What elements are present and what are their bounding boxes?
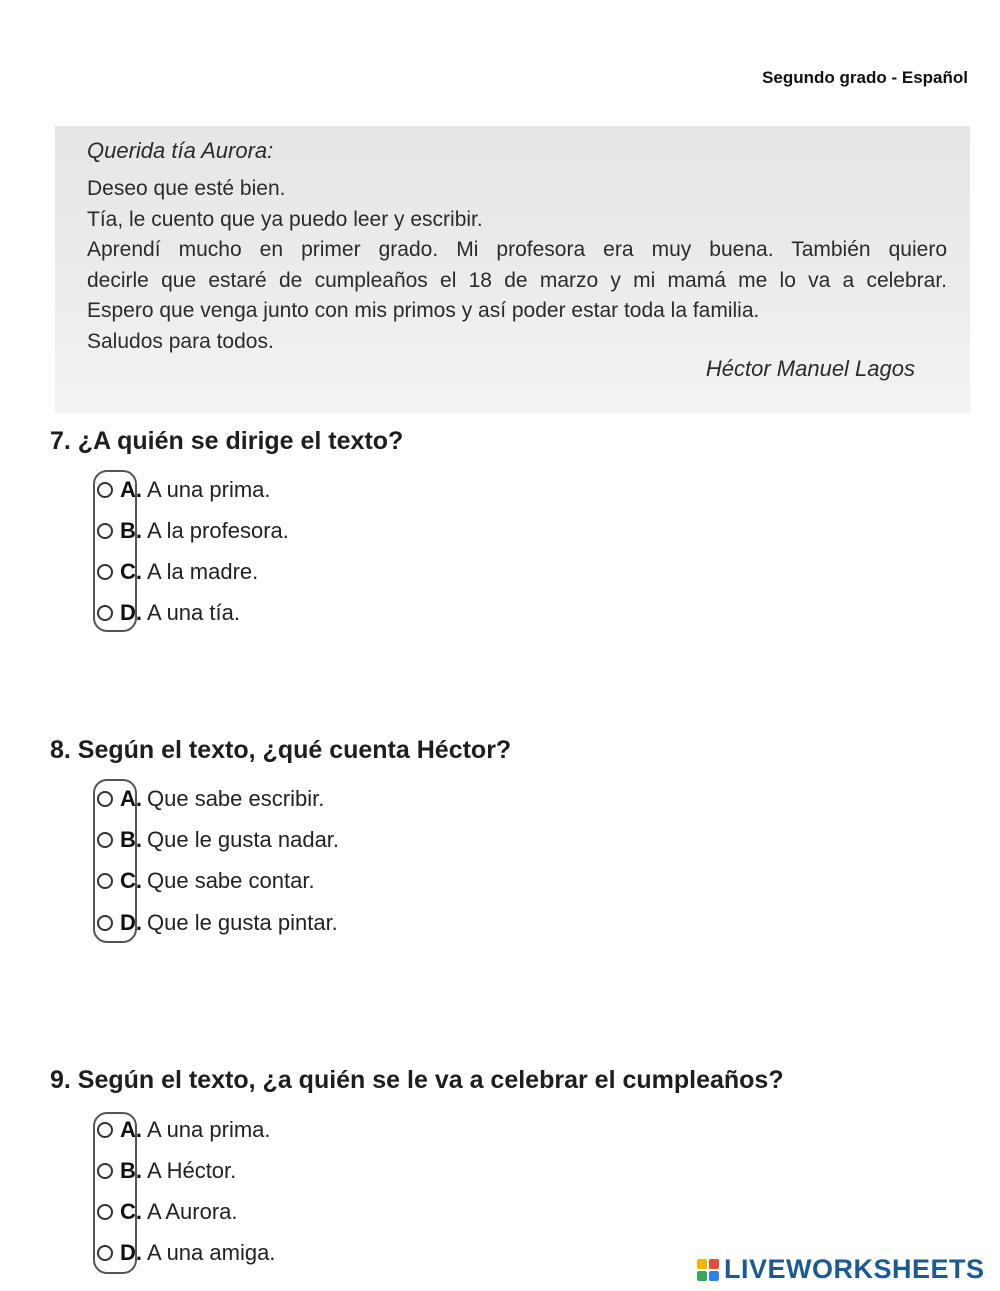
letter-line: decirle que estaré de cumpleaños el 18 de marzo y mi mamá me lo va a celebrar. (87, 268, 947, 292)
logo-block (709, 1259, 719, 1269)
option-letter: C. (120, 1199, 142, 1224)
radio-button[interactable] (97, 1163, 113, 1179)
question-8-option-c[interactable] (97, 865, 315, 897)
radio-button[interactable] (97, 1245, 113, 1261)
page-header: Segundo grado - Español (762, 68, 968, 87)
option-letter: B. (120, 827, 142, 852)
radio-button[interactable] (97, 523, 113, 539)
question-7-option-a[interactable] (97, 474, 271, 506)
option-text: A la profesora. (147, 518, 289, 543)
option-text: A una prima. (147, 1117, 271, 1142)
radio-button[interactable] (97, 1122, 113, 1138)
option-text: A una prima. (147, 477, 271, 502)
question-9-option-c[interactable] (97, 1196, 238, 1228)
letter-box (55, 126, 970, 413)
question-8-option-a[interactable] (97, 783, 324, 815)
radio-button[interactable] (97, 564, 113, 580)
option-letter: A. (120, 786, 142, 811)
option-letter: C. (120, 868, 142, 893)
option-text: Que le gusta nadar. (147, 827, 340, 852)
option-text: A una amiga. (147, 1240, 276, 1265)
radio-button[interactable] (97, 832, 113, 848)
letter-line: Tía, le cuento que ya puedo leer y escribir. (87, 207, 483, 231)
radio-button[interactable] (97, 1204, 113, 1220)
option-text: A Aurora. (147, 1199, 238, 1224)
logo-blocks-icon (697, 1259, 719, 1281)
question-7-title: 7. ¿A quién se dirige el texto? (50, 427, 404, 455)
question-8-option-b[interactable] (97, 824, 339, 856)
question-8-title: 8. Según el texto, ¿qué cuenta Héctor? (50, 736, 512, 764)
letter-body (87, 174, 947, 357)
letter-line: Deseo que esté bien. (87, 177, 286, 200)
option-text: A la madre. (147, 559, 259, 584)
letter-greeting: Querida tía Aurora: (87, 138, 274, 163)
question-9-option-a[interactable] (97, 1114, 271, 1146)
option-letter: B. (120, 518, 142, 543)
option-text: Que sabe escribir. (147, 786, 325, 811)
question-8-option-d[interactable] (97, 907, 338, 939)
option-letter: A. (120, 1117, 142, 1142)
radio-button[interactable] (97, 482, 113, 498)
letter-line: Espero que venga junto con mis primos y así poder estar toda la familia. (87, 299, 760, 322)
logo-block (697, 1259, 707, 1269)
letter-line: Aprendí mucho en primer grado. Mi profesora era muy buena. También quiero (87, 238, 947, 261)
question-9-option-b[interactable] (97, 1155, 236, 1187)
letter-signature: Héctor Manuel Lagos (705, 356, 915, 381)
radio-button[interactable] (97, 915, 113, 931)
option-letter: D. (120, 1240, 142, 1265)
radio-button[interactable] (97, 873, 113, 889)
logo-block (709, 1271, 719, 1281)
option-text: A Héctor. (147, 1158, 237, 1183)
option-text: Que le gusta pintar. (147, 910, 338, 935)
option-letter: D. (120, 600, 142, 625)
option-letter: A. (120, 477, 142, 502)
option-letter: B. (120, 1158, 142, 1183)
logo-block (697, 1271, 707, 1281)
radio-button[interactable] (97, 791, 113, 807)
question-9-title: 9. Según el texto, ¿a quién se le va a celebrar el cumpleaños? (50, 1066, 784, 1094)
question-9-option-d[interactable] (97, 1237, 275, 1269)
question-7-option-b[interactable] (97, 515, 289, 547)
option-text: Que sabe contar. (147, 868, 315, 893)
question-7-option-c[interactable] (97, 556, 258, 588)
question-7-option-d[interactable] (97, 597, 240, 629)
option-text: A una tía. (147, 600, 240, 625)
option-letter: D. (120, 910, 142, 935)
letter-line: Saludos para todos. (87, 329, 274, 353)
logo-text: LIVEWORKSHEETS (724, 1254, 985, 1284)
liveworksheets-logo (697, 1254, 985, 1285)
radio-button[interactable] (97, 605, 113, 621)
option-letter: C. (120, 559, 142, 584)
